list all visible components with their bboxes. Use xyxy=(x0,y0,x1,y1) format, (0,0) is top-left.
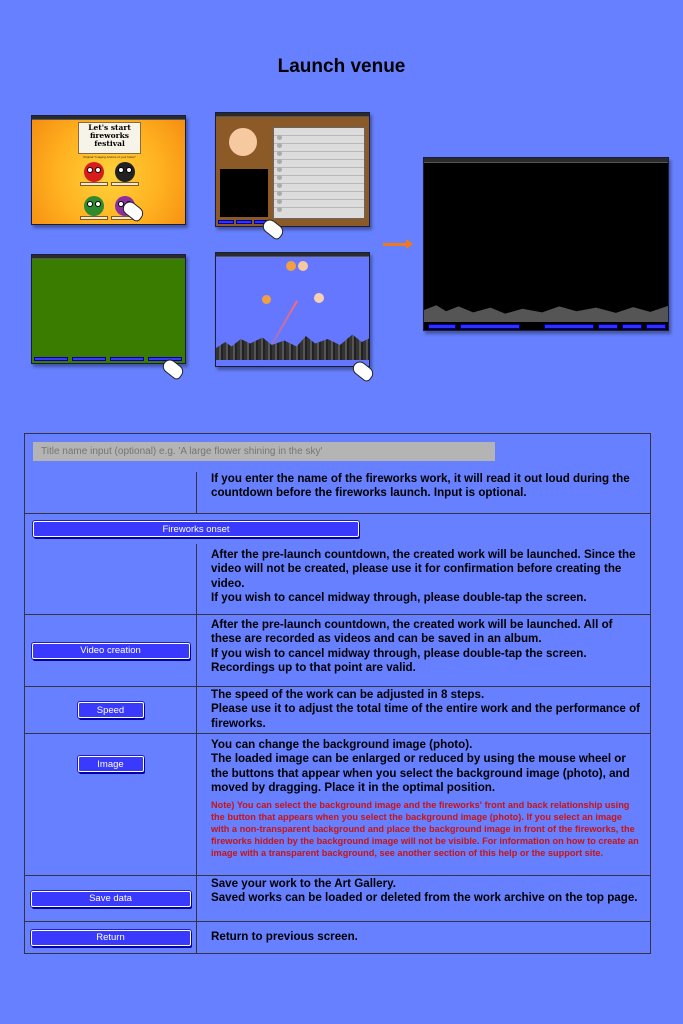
video-creation-button[interactable]: Video creation xyxy=(32,643,190,659)
city-skyline xyxy=(216,330,370,360)
ground-silhouette xyxy=(424,298,669,322)
fireworks-onset-button[interactable]: Fireworks onset xyxy=(33,521,359,537)
menu-pad xyxy=(111,182,139,186)
help-text: After the pre-launch countdown, the created work will be launched. All of these are recorded as videos and can be saved in an album. xyxy=(211,618,613,646)
help-text: If you enter the name of the fireworks work, it will read it out loud during the countdown before the fireworks launch. Input is optional. xyxy=(211,472,630,500)
help-text: After the pre-launch countdown, the created work will be launched. Since the video will not be created, please use it for confirmation before creating the video. xyxy=(211,548,636,590)
help-row-save-data xyxy=(25,876,650,922)
festival-sign-text: Let's start fireworks festival xyxy=(88,123,131,148)
window-titlebar xyxy=(216,253,369,257)
firework-icon xyxy=(262,295,271,304)
help-text: Return to previous screen. xyxy=(211,930,358,944)
mini-button xyxy=(110,357,144,361)
help-text: Please use it to adjust the total time of the entire work and the performance of fireworks. xyxy=(211,702,641,730)
title-name-input[interactable] xyxy=(33,442,495,461)
launch-preview-thumbnail xyxy=(215,252,370,367)
window-titlebar xyxy=(424,158,668,163)
help-table xyxy=(24,433,651,954)
mini-button xyxy=(544,324,594,329)
fireworks-list-panel xyxy=(273,127,365,219)
help-text: Save your work to the Art Gallery. xyxy=(211,877,396,890)
help-row-speed xyxy=(25,687,650,734)
save-data-button[interactable]: Save data xyxy=(31,891,191,907)
firework-icon xyxy=(314,293,324,303)
green-background-thumbnail xyxy=(31,254,186,364)
launch-venue-thumbnail xyxy=(423,157,669,331)
help-text: The loaded image can be enlarged or reduced by using the mouse wheel or the buttons that appear when you select the background image (photo), and moved by dragging. Place it in the optimal position. xyxy=(211,752,630,794)
character-face-icon xyxy=(228,127,258,157)
help-text: Saved works can be loaded or deleted from the work archive on the top page. xyxy=(211,891,638,905)
note-text: Note) You can select the background image and the fireworks' front and back relationship using the button that appears when you select the background image (photo). If you select an image with a non-transparent background and place the background image in front of the fireworks, the fireworks hidden by the background image will not be visible. For information on how to create an image with a transparent background, see another section of this help or the support site. xyxy=(211,800,639,859)
mini-button xyxy=(622,324,642,329)
return-button[interactable]: Return xyxy=(31,930,191,946)
editor-thumbnail xyxy=(215,112,370,227)
arrow-right-icon xyxy=(383,243,407,246)
help-row-image xyxy=(25,734,650,876)
mini-button xyxy=(72,357,106,361)
mini-button xyxy=(34,357,68,361)
speed-button[interactable]: Speed xyxy=(78,702,144,718)
mini-button xyxy=(460,324,520,329)
character-icon xyxy=(286,261,296,271)
help-text: You can change the background image (photo). xyxy=(211,738,473,751)
help-text: The speed of the work can be adjusted in 8 steps. xyxy=(211,688,485,701)
black-firework-ball-icon xyxy=(115,162,135,182)
title-screen-thumbnail xyxy=(31,115,186,225)
festival-sign xyxy=(78,122,141,154)
window-titlebar xyxy=(32,255,185,259)
window-titlebar xyxy=(216,113,369,117)
menu-pad xyxy=(80,216,108,220)
mini-button xyxy=(646,324,666,329)
window-titlebar xyxy=(32,116,185,120)
help-row-title-input xyxy=(25,434,650,514)
help-text: If you wish to cancel midway through, please double-tap the screen. Recordings up to that point are valid. xyxy=(211,646,587,674)
image-button[interactable]: Image xyxy=(78,756,144,772)
menu-pad xyxy=(80,182,108,186)
help-row-video-creation xyxy=(25,615,650,687)
help-row-fireworks-onset xyxy=(25,514,650,615)
preview-box xyxy=(220,169,268,217)
mini-button xyxy=(598,324,618,329)
page-title: Launch venue xyxy=(277,56,406,77)
festival-sign-subtext: Original "Imaging Actions of your future" xyxy=(83,155,136,159)
green-firework-ball-icon xyxy=(84,196,104,216)
mini-button xyxy=(428,324,456,329)
help-row-return xyxy=(25,922,650,953)
character-icon xyxy=(298,261,308,271)
help-text: If you wish to cancel midway through, please double-tap the screen. xyxy=(211,590,587,604)
red-firework-ball-icon xyxy=(84,162,104,182)
